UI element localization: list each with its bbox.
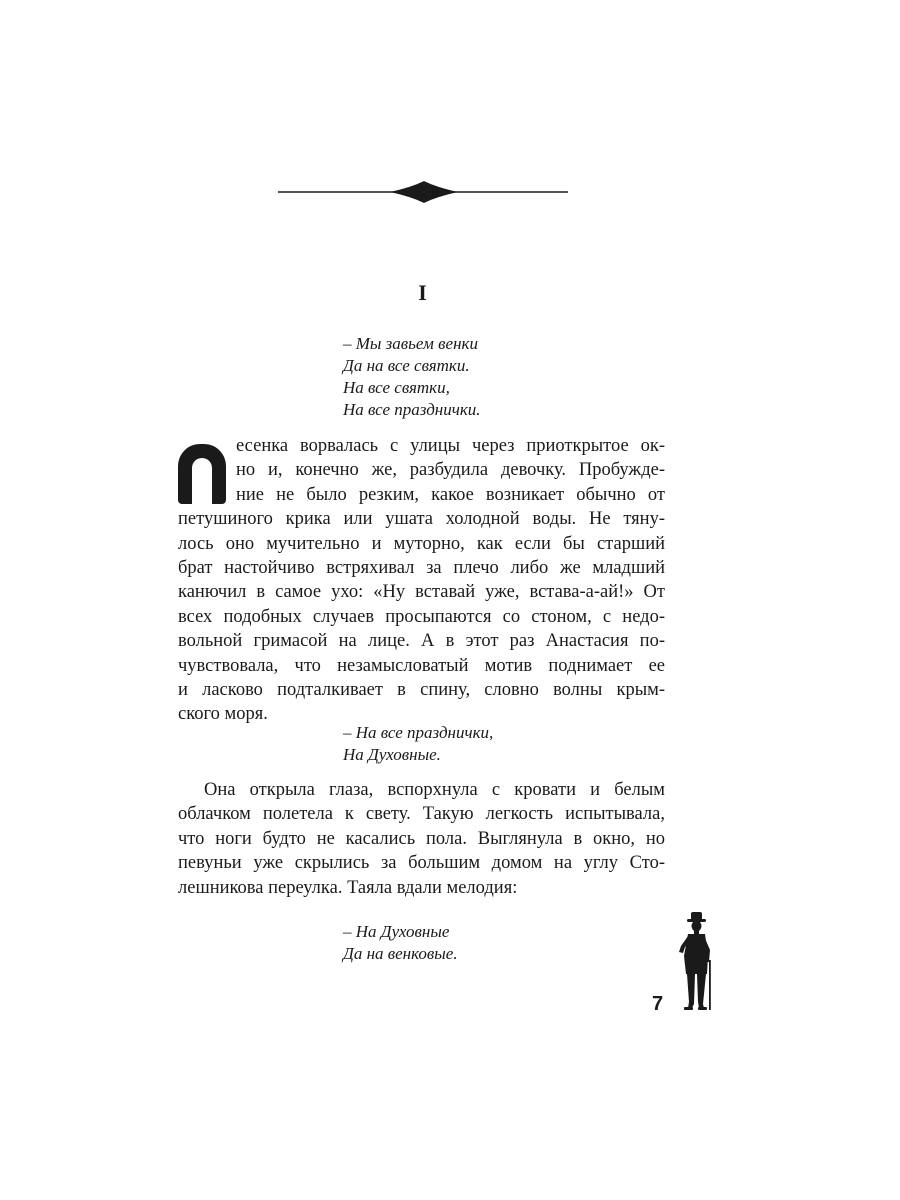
paragraph-2 [178,778,665,900]
text-line: лешникова переулка. Таяла вдали мелодия: [178,877,518,898]
gentleman-silhouette-icon [676,912,716,1012]
paragraph-1 [178,434,665,727]
text-line: лось оно мучительно и муторно, как если бы старший [178,533,665,554]
verse-line: На все празднички. [343,400,481,419]
text-line: брат настойчиво встряхивал за плечо либо же младший [178,558,665,579]
text-line: Она открыла глаза, вспорхнула с кровати и белым [204,780,665,800]
verse-line: На Духовные. [343,745,441,764]
text-line: и ласково подталкивает в спину, словно волны крым- [178,680,665,701]
text-line: ского моря. [178,704,268,725]
verse-line: Да на все святки. [343,356,470,375]
verse-2 [343,722,493,766]
verse-line: – Мы завьем венки [343,334,478,353]
text-line: чувствовала, что незамысловатый мотив поднимает ее [178,655,665,676]
verse-line: – На все празднички, [343,723,494,742]
chapter-number: I [418,280,427,305]
text-line: но и, конечно же, разбудила девочку. Пробужде- [236,460,665,481]
page-number: 7 [652,993,664,1015]
text-line: вольной гримасой на лице. А в этот раз Анастасия по- [178,631,665,652]
text-line: петушиного крика или ушата холодной воды. Не тяну- [178,509,665,530]
ornament-divider [278,178,568,208]
verse-3 [343,921,458,965]
text-line: облачком полетела к свету. Такую легкость испытывала, [178,804,665,825]
text-line: канючил в самое ухо: «Ну вставай уже, встава-а-ай!» От [178,582,665,603]
verse-line: На все святки, [343,378,450,397]
text-line: всех подобных случаев просыпаются со стоном, с недо- [178,606,665,627]
epigraph-verse [343,333,481,421]
verse-line: Да на венковые. [343,944,458,963]
text-line: есенка ворвалась с улицы через приоткрытое ок- [236,436,665,456]
text-line: что ноги будто не касались пола. Выглянула в окно, но [178,828,665,849]
text-line: ние не было резким, какое возникает обычно от [236,484,665,505]
verse-line: – На Духовные [343,922,450,941]
text-line: певуньи уже скрылись за большим домом на углу Сто- [178,853,665,874]
